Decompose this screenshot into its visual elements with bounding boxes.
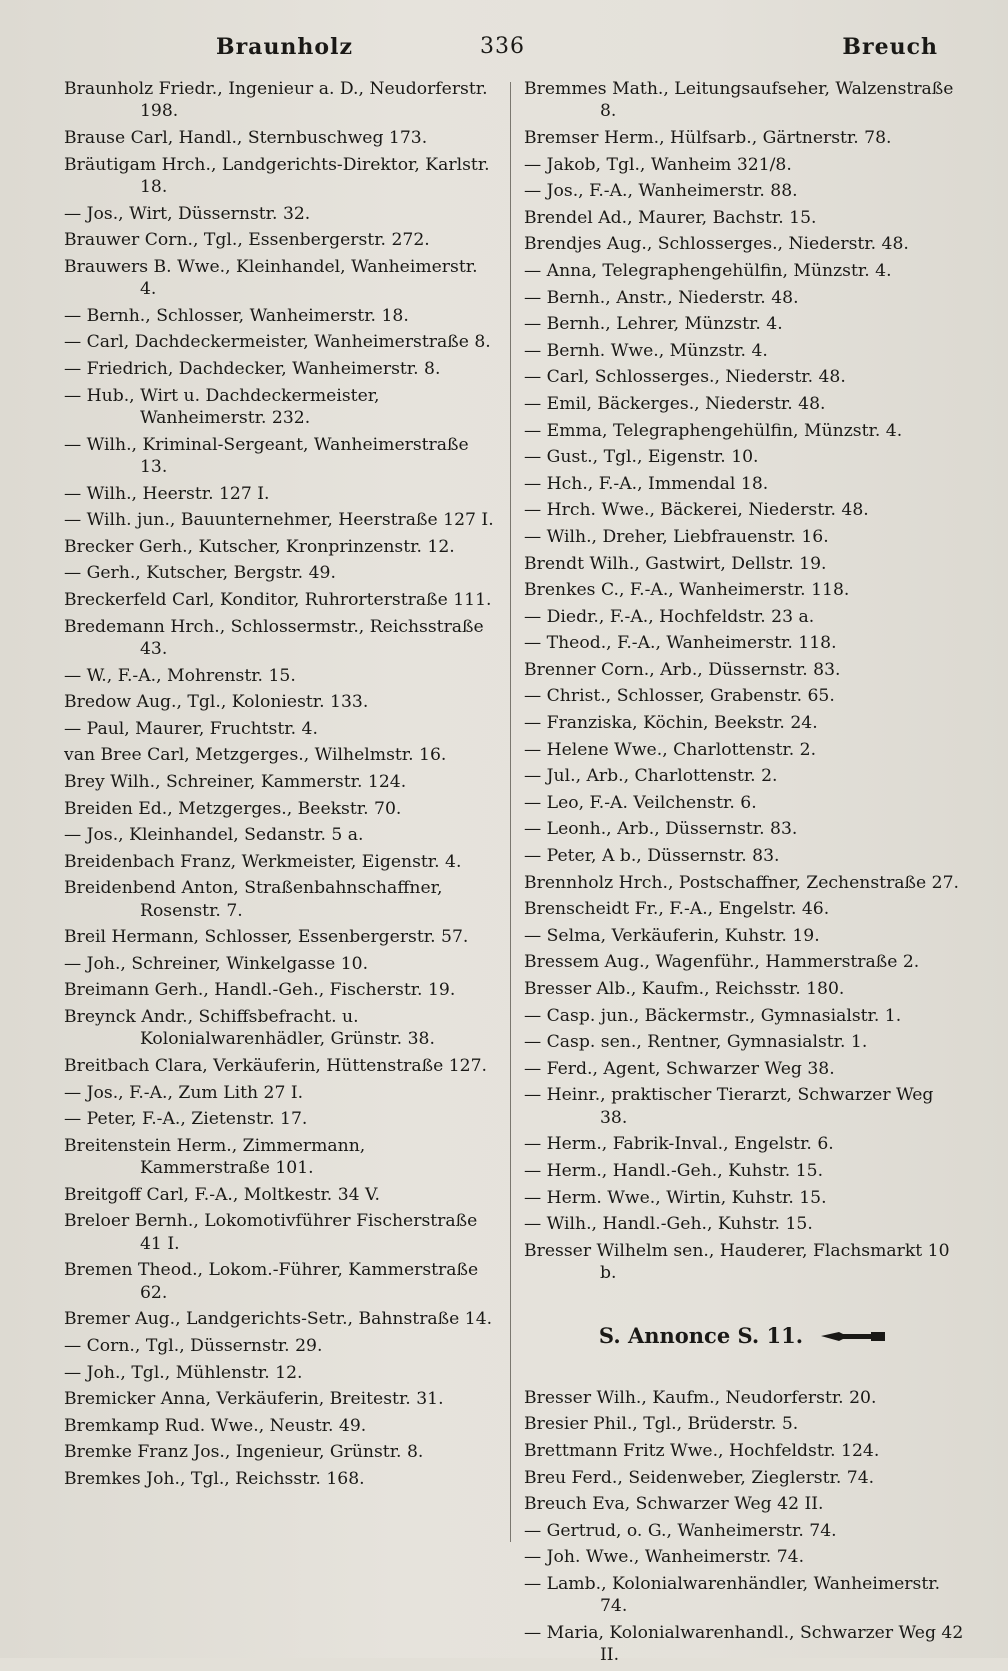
directory-entry: — Jakob, Tgl., Wanheim 321/8.	[524, 154, 792, 175]
section-spacer	[524, 1289, 964, 1319]
directory-entry: Bräutigam Hrch., Landgerichts-Direktor, Karlstr. 18.	[64, 154, 490, 197]
directory-entry: Bresser Wilh., Kaufm., Neudorferstr. 20.	[524, 1387, 877, 1408]
directory-entry: van Bree Carl, Metzgerges., Wilhelmstr. 16.	[64, 745, 447, 766]
directory-entry: Bremicker Anna, Verkäuferin, Breitestr. 31.	[64, 1389, 444, 1410]
directory-entry: — Hrch. Wwe., Bäckerei, Niederstr. 48.	[524, 500, 869, 521]
directory-entry: Breynck Andr., Schiffsbefracht. u. Kolonialwarenhädler, Grünstr. 38.	[64, 1007, 435, 1050]
directory-entry: Brey Wilh., Schreiner, Kammerstr. 124.	[64, 771, 407, 792]
directory-entry: — Bernh., Schlosser, Wanheimerstr. 18.	[64, 305, 409, 326]
directory-entry: — Friedrich, Dachdecker, Wanheimerstr. 8.	[64, 358, 441, 379]
directory-entry: Breckerfeld Carl, Konditor, Ruhrorterstraße 111.	[64, 589, 492, 610]
directory-entry: Breimann Gerh., Handl.-Geh., Fischerstr. 19.	[64, 980, 456, 1001]
directory-entry: — Jos., F.-A., Wanheimerstr. 88.	[524, 181, 798, 202]
left-column	[64, 78, 494, 1495]
directory-entry: — Gertrud, o. G., Wanheimerstr. 74.	[524, 1520, 837, 1541]
directory-entry: — Jos., Wirt, Düssernstr. 32.	[64, 203, 311, 224]
directory-entry: Breloer Bernh., Lokomotivführer Fischerstraße 41 I.	[64, 1211, 478, 1254]
directory-entry: Bresser Wilhelm sen., Hauderer, Flachsmarkt 10 b.	[524, 1240, 950, 1284]
directory-entry: — W., F.-A., Mohrenstr. 15.	[64, 665, 296, 686]
directory-entry: Breitbach Clara, Verkäuferin, Hüttenstraße 127.	[64, 1056, 487, 1077]
header-left-keyword: Braunholz	[216, 34, 353, 60]
directory-entry: — Bernh., Anstr., Niederstr. 48.	[524, 287, 799, 308]
directory-entry: — Emma, Telegraphengehülfin, Münzstr. 4.	[524, 420, 903, 441]
directory-entry: Brendjes Aug., Schlosserges., Niederstr. 48.	[524, 234, 909, 255]
directory-entry: Brennholz Hrch., Postschaffner, Zechenstraße 27.	[524, 872, 959, 893]
directory-entry: Breidenbend Anton, Straßenbahnschaffner, Rosenstr. 7.	[64, 878, 443, 921]
directory-entry: Bremser Herm., Hülfsarb., Gärtnerstr. 78.	[524, 128, 892, 148]
directory-entry: — Jos., Kleinhandel, Sedanstr. 5 a.	[64, 825, 364, 846]
directory-entry: — Joh., Tgl., Mühlenstr. 12.	[64, 1362, 303, 1383]
annonce-text: S. Annonce S. 11.	[598, 1322, 804, 1348]
directory-entry: Brendt Wilh., Gastwirt, Dellstr. 19.	[524, 553, 827, 574]
directory-entry: Breil Hermann, Schlosser, Essenbergerstr. 57.	[64, 927, 469, 948]
pointing-hand-icon	[819, 1328, 889, 1344]
directory-entry: — Franziska, Köchin, Beekstr. 24.	[524, 713, 818, 734]
right-column	[524, 78, 964, 1671]
directory-entry: Brauwers B. Wwe., Kleinhandel, Wanheimerstr. 4.	[64, 256, 478, 300]
directory-entry: — Bernh. Wwe., Münzstr. 4.	[524, 340, 768, 361]
directory-entry: Brendel Ad., Maurer, Bachstr. 15.	[524, 207, 817, 228]
directory-entry: — Theod., F.-A., Wanheimerstr. 118.	[524, 633, 837, 654]
directory-entry: Brenkes C., F.-A., Wanheimerstr. 118.	[524, 580, 850, 601]
directory-entry: — Corn., Tgl., Düssernstr. 29.	[64, 1336, 323, 1357]
directory-entry: — Peter, A b., Düssernstr. 83.	[524, 846, 780, 867]
directory-entry: Breiden Ed., Metzgerges., Beekstr. 70.	[64, 798, 402, 819]
directory-entry: Brenner Corn., Arb., Düssernstr. 83.	[524, 659, 841, 680]
directory-entry: — Casp. sen., Rentner, Gymnasialstr. 1.	[524, 1032, 868, 1053]
directory-entry: Breitenstein Herm., Zimmermann, Kammerstraße 101.	[64, 1135, 366, 1179]
directory-entry: — Wilh., Kriminal-Sergeant, Wanheimerstraße 13.	[64, 434, 469, 477]
right-column-bottom-entries	[524, 1387, 964, 1667]
directory-entry: — Anna, Telegraphengehülfin, Münzstr. 4.	[524, 260, 892, 281]
directory-entry: — Joh. Wwe., Wanheimerstr. 74.	[524, 1547, 805, 1568]
directory-entry: Brecker Gerh., Kutscher, Kronprinzenstr. 12.	[64, 536, 455, 557]
directory-entry: Bremkamp Rud. Wwe., Neustr. 49.	[64, 1415, 367, 1436]
directory-entry: Bresser Alb., Kaufm., Reichsstr. 180.	[524, 979, 845, 999]
directory-entry: — Herm., Handl.-Geh., Kuhstr. 15.	[524, 1160, 824, 1181]
directory-entry: — Herm., Fabrik-Inval., Engelstr. 6.	[524, 1134, 834, 1155]
directory-entry: Breu Ferd., Seidenweber, Zieglerstr. 74.	[524, 1467, 875, 1488]
directory-entry: Braunholz Friedr., Ingenieur a. D., Neudorferstr. 198.	[64, 79, 488, 122]
right-column-top-entries	[524, 78, 964, 1285]
directory-entry: — Lamb., Kolonialwarenhändler, Wanheimerstr. 74.	[524, 1573, 941, 1617]
directory-entry: — Gust., Tgl., Eigenstr. 10.	[524, 447, 759, 468]
directory-entry: — Peter, F.-A., Zietenstr. 17.	[64, 1109, 308, 1130]
directory-entry: Bremke Franz Jos., Ingenieur, Grünstr. 8.	[64, 1442, 424, 1463]
directory-entry: Breuch Eva, Schwarzer Weg 42 II.	[524, 1494, 824, 1515]
directory-entry: — Helene Wwe., Charlottenstr. 2.	[524, 739, 817, 760]
directory-entry: — Joh., Schreiner, Winkelgasse 10.	[64, 953, 369, 974]
directory-entry: Brause Carl, Handl., Sternbuschweg 173.	[64, 128, 428, 148]
directory-entry: — Leo, F.-A. Veilchenstr. 6.	[524, 792, 757, 813]
directory-entry: — Carl, Dachdeckermeister, Wanheimerstraße 8.	[64, 332, 491, 353]
directory-entry: — Ferd., Agent, Schwarzer Weg 38.	[524, 1058, 835, 1079]
directory-entry: — Leonh., Arb., Düssernstr. 83.	[524, 819, 798, 840]
directory-entry: — Maria, Kolonialwarenhandl., Schwarzer Weg 42 II.	[524, 1622, 964, 1666]
page-number: 336	[480, 34, 525, 59]
directory-entry: — Christ., Schlosser, Grabenstr. 65.	[524, 686, 835, 707]
directory-entry: — Bernh., Lehrer, Münzstr. 4.	[524, 314, 783, 335]
directory-entry: — Hub., Wirt u. Dachdeckermeister, Wanheimerstr. 232.	[64, 385, 380, 428]
directory-entry: Bresier Phil., Tgl., Brüderstr. 5.	[524, 1414, 799, 1435]
header-right-keyword: Breuch	[842, 34, 938, 60]
directory-entry: — Carl, Schlosserges., Niederstr. 48.	[524, 367, 846, 388]
directory-entry: Bremer Aug., Landgerichts-Setr., Bahnstraße 14.	[64, 1309, 493, 1330]
directory-entry: — Diedr., F.-A., Hochfeldstr. 23 a.	[524, 606, 815, 627]
directory-entry: — Herm. Wwe., Wirtin, Kuhstr. 15.	[524, 1187, 827, 1208]
directory-entry: Bremen Theod., Lokom.-Führer, Kammerstraße 62.	[64, 1260, 479, 1303]
directory-entry: — Wilh., Heerstr. 127 I.	[64, 483, 270, 504]
directory-entry: Brenscheidt Fr., F.-A., Engelstr. 46.	[524, 899, 830, 920]
directory-entry: Bremmes Math., Leitungsaufseher, Walzenstraße 8.	[524, 79, 954, 122]
directory-entry: — Paul, Maurer, Fruchtstr. 4.	[64, 718, 318, 739]
directory-entry: — Heinr., praktischer Tierarzt, Schwarzer Weg 38.	[524, 1085, 934, 1128]
directory-entry: — Emil, Bäckerges., Niederstr. 48.	[524, 393, 826, 414]
directory-entry: — Jul., Arb., Charlottenstr. 2.	[524, 766, 778, 787]
directory-entry: Bredow Aug., Tgl., Koloniestr. 133.	[64, 692, 369, 713]
column-divider	[510, 82, 511, 1542]
directory-entry: — Hch., F.-A., Immendal 18.	[524, 473, 769, 494]
directory-entry: Brauwer Corn., Tgl., Essenbergerstr. 272.	[64, 230, 430, 251]
directory-entry: Brettmann Fritz Wwe., Hochfeldstr. 124.	[524, 1440, 880, 1461]
directory-entry: — Casp. jun., Bäckermstr., Gymnasialstr. 1.	[524, 1005, 902, 1026]
directory-entry: — Wilh., Handl.-Geh., Kuhstr. 15.	[524, 1214, 813, 1235]
directory-entry: — Wilh., Dreher, Liebfrauenstr. 16.	[524, 526, 829, 547]
directory-entry: — Jos., F.-A., Zum Lith 27 I.	[64, 1082, 304, 1103]
directory-entry: Bressem Aug., Wagenführ., Hammerstraße 2.	[524, 952, 920, 973]
directory-entry: Breitgoff Carl, F.-A., Moltkestr. 34 V.	[64, 1184, 380, 1205]
directory-entry: Bredemann Hrch., Schlossermstr., Reichsstraße 43.	[64, 616, 484, 659]
page-header	[60, 34, 960, 64]
directory-entry: — Wilh. jun., Bauunternehmer, Heerstraße 127 I.	[64, 510, 494, 531]
annonce-notice	[524, 1319, 964, 1353]
directory-entry: Breidenbach Franz, Werkmeister, Eigenstr. 4.	[64, 851, 462, 872]
directory-entry: — Selma, Verkäuferin, Kuhstr. 19.	[524, 925, 820, 946]
directory-entry: Bremkes Joh., Tgl., Reichsstr. 168.	[64, 1469, 365, 1489]
directory-entry: — Gerh., Kutscher, Bergstr. 49.	[64, 563, 336, 584]
